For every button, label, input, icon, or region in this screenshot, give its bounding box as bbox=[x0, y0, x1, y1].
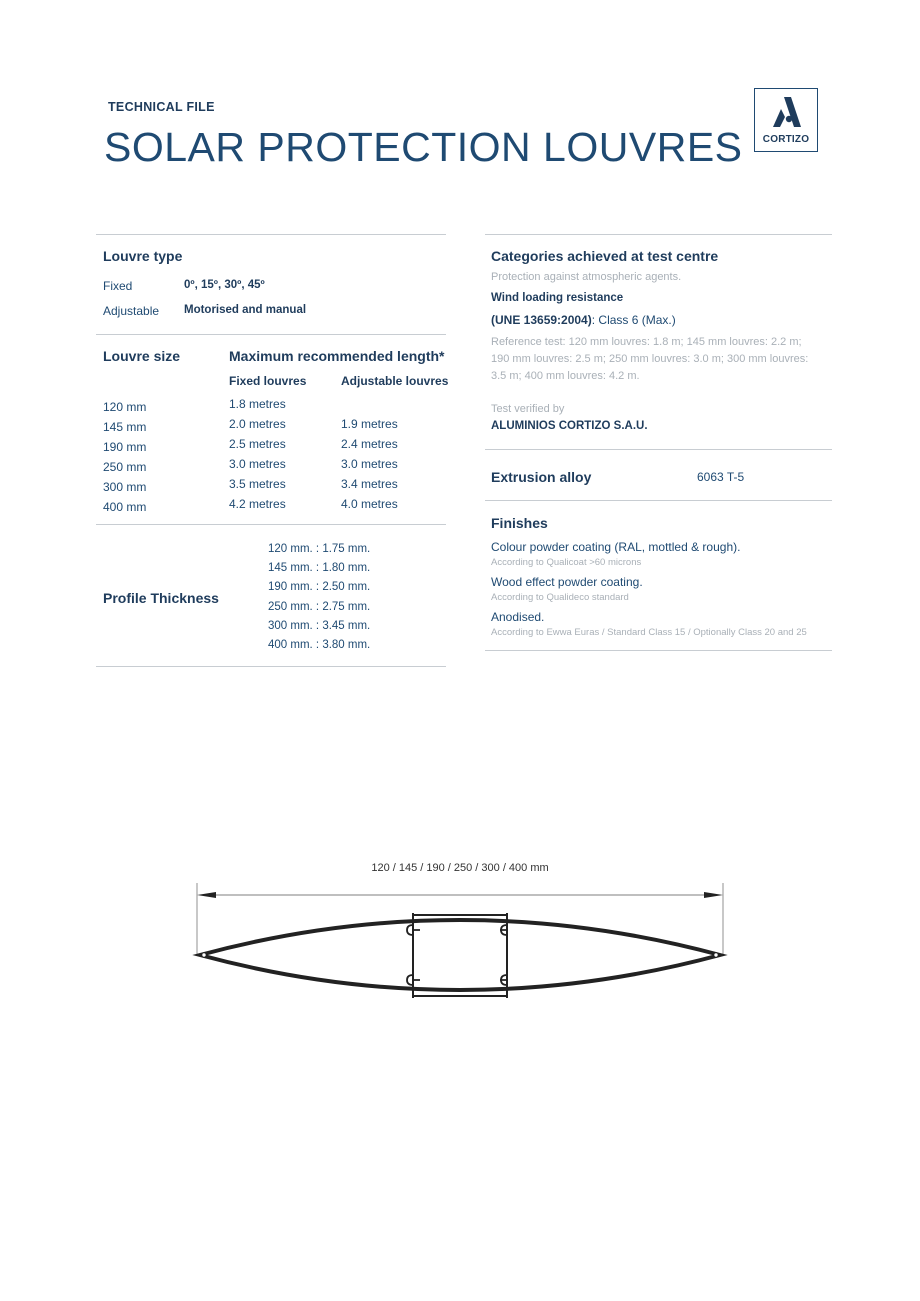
adjustable-length-list bbox=[341, 394, 398, 514]
wind-class: : Class 6 (Max.) bbox=[591, 313, 676, 327]
categories-intro: Protection against atmospheric agents. bbox=[491, 271, 682, 283]
cortizo-logo bbox=[754, 88, 818, 152]
adjustable-length: 1.9 metres bbox=[341, 417, 398, 431]
extrusion-alloy-heading: Extrusion alloy bbox=[491, 469, 592, 485]
fixed-length: 2.0 metres bbox=[229, 417, 286, 431]
finishes-heading: Finishes bbox=[491, 515, 548, 531]
louvre-size-list bbox=[103, 397, 146, 517]
louvre-size: 300 mm bbox=[103, 480, 147, 494]
extrusion-alloy-value: 6063 T-5 bbox=[697, 470, 745, 484]
wind-class-line bbox=[491, 313, 676, 327]
divider bbox=[96, 234, 446, 235]
divider bbox=[485, 650, 832, 651]
page-title: SOLAR PROTECTION LOUVRES bbox=[104, 124, 743, 170]
adjustable-louvres-column-header: Adjustable louvres bbox=[341, 374, 449, 388]
adjustable-length: 3.4 metres bbox=[341, 477, 398, 491]
fixed-length: 3.0 metres bbox=[229, 457, 286, 471]
louvre-size: 120 mm bbox=[103, 400, 147, 414]
louvre-type-heading: Louvre type bbox=[103, 248, 183, 264]
thickness-value: 120 mm. : 1.75 mm. bbox=[268, 543, 371, 555]
louvre-type-adjustable-label: Adjustable bbox=[103, 304, 160, 318]
adjustable-length: 2.4 metres bbox=[341, 437, 398, 451]
divider bbox=[485, 500, 832, 501]
thickness-value: 250 mm. : 2.75 mm. bbox=[268, 600, 371, 613]
finish-note: According to Qualideco standard bbox=[491, 592, 629, 603]
fixed-length: 1.8 metres bbox=[229, 397, 286, 411]
logo-mark-icon bbox=[770, 95, 804, 129]
categories-heading: Categories achieved at test centre bbox=[491, 248, 719, 264]
finish-note: According to Qualicoat >60 microns bbox=[491, 557, 642, 568]
fixed-louvres-column-header: Fixed louvres bbox=[229, 374, 307, 388]
fixed-length: 3.5 metres bbox=[229, 477, 286, 491]
adjustable-length: 4.0 metres bbox=[341, 497, 398, 511]
divider bbox=[485, 234, 832, 235]
logo-text: CORTIZO bbox=[762, 134, 810, 145]
document-kicker: TECHNICAL FILE bbox=[108, 100, 215, 114]
fixed-length: 4.2 metres bbox=[229, 497, 286, 511]
wind-resistance-heading: Wind loading resistance bbox=[491, 292, 624, 304]
louvre-size-heading: Louvre size bbox=[103, 348, 181, 364]
divider bbox=[96, 334, 446, 335]
thickness-value: 145 mm. : 1.80 mm. bbox=[268, 562, 371, 575]
louvre-profile-drawing bbox=[180, 855, 740, 1015]
louvre-size: 190 mm bbox=[103, 440, 147, 454]
divider bbox=[485, 449, 832, 450]
louvre-size: 145 mm bbox=[103, 420, 147, 434]
dimension-label: 120 / 145 / 190 / 250 / 300 / 400 mm bbox=[371, 862, 549, 874]
louvre-type-fixed-value: 0º, 15º, 30º, 45º bbox=[184, 279, 265, 291]
thickness-value: 190 mm. : 2.50 mm. bbox=[268, 581, 371, 594]
profile-thickness-list bbox=[268, 540, 370, 655]
test-verified-by: ALUMINIOS CORTIZO S.A.U. bbox=[491, 420, 648, 432]
max-length-heading: Maximum recommended length* bbox=[229, 348, 445, 364]
finish-note: According to Ewwa Euras / Standard Class 15 / Optionally Class 20 and 25 bbox=[491, 627, 807, 638]
adjustable-length bbox=[341, 394, 398, 414]
thickness-value: 400 mm. : 3.80 mm. bbox=[268, 638, 371, 651]
fixed-length-list bbox=[229, 394, 286, 514]
finish-name: Wood effect powder coating. bbox=[491, 575, 643, 589]
divider bbox=[96, 524, 446, 525]
louvre-size: 250 mm bbox=[103, 460, 147, 474]
adjustable-length: 3.0 metres bbox=[341, 457, 398, 471]
fixed-length: 2.5 metres bbox=[229, 437, 286, 451]
reference-test-text: Reference test: 120 mm louvres: 1.8 m; 145 mm louvres: 2.2 m; 190 mm louvres: 2.5 m; 250 mm louvres: 3.0 m; 300 mm louvres: 3.5 m; 400 mm louvres: 4.2 m. bbox=[491, 336, 809, 382]
divider bbox=[96, 666, 446, 667]
profile-thickness-heading: Profile Thickness bbox=[103, 590, 219, 606]
louvre-type-fixed-label: Fixed bbox=[103, 279, 133, 293]
wind-standard: (UNE 13659:2004) bbox=[491, 313, 592, 327]
thickness-value: 300 mm. : 3.45 mm. bbox=[268, 619, 371, 632]
finish-name: Anodised. bbox=[491, 610, 545, 624]
test-verified-label: Test verified by bbox=[491, 403, 565, 415]
finish-name: Colour powder coating (RAL, mottled & rough). bbox=[491, 540, 741, 554]
louvre-size: 400 mm bbox=[103, 500, 147, 514]
louvre-type-adjustable-value: Motorised and manual bbox=[184, 304, 307, 316]
